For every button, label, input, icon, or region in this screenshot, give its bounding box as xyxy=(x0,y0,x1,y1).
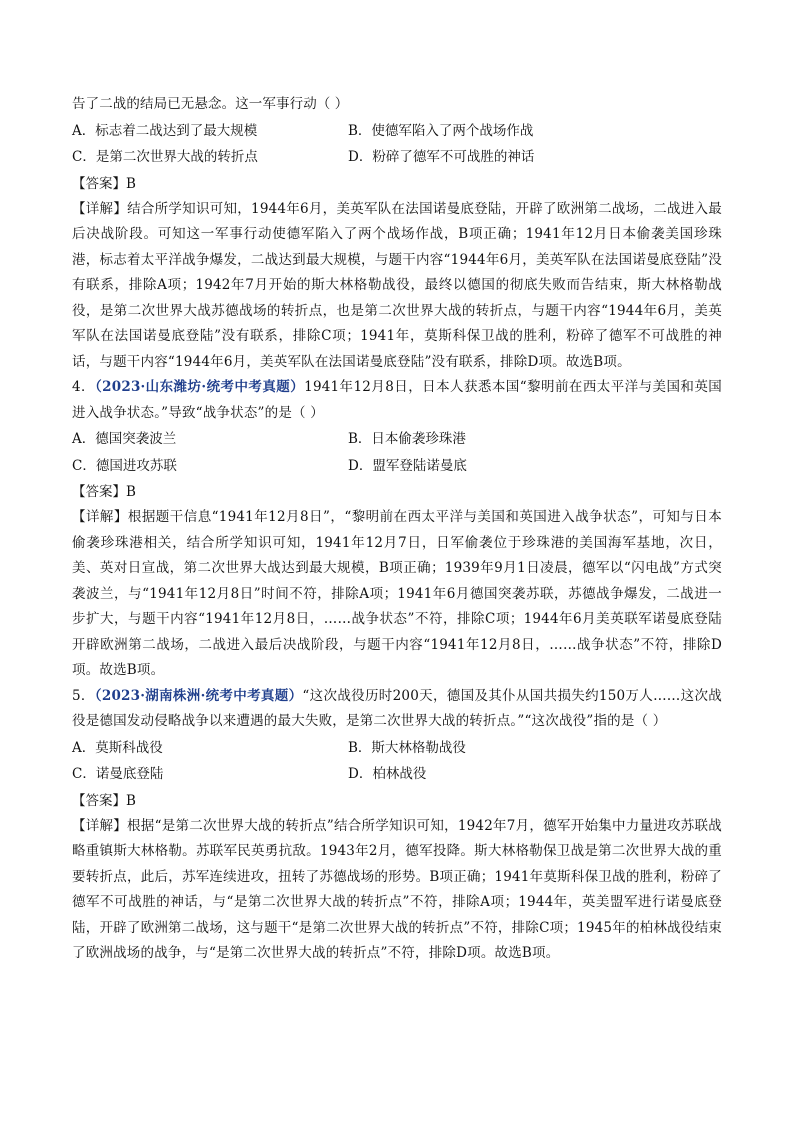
q5-options-row-2 xyxy=(72,761,722,788)
q3-option-a: A．标志着二战达到了最大规模 xyxy=(72,122,258,139)
q4-option-a: A．德国突袭波兰 xyxy=(72,431,177,447)
q3-option-c: C．是第二次世界大战的转折点 xyxy=(72,149,258,165)
q3-option-d: D．粉碎了德军不可战胜的神话 xyxy=(348,149,535,165)
q3-detail xyxy=(72,197,722,376)
q3-stem: 告了二战的结局已无悬念。这一军事行动（ ） xyxy=(72,96,349,112)
q4-option-b: B．日本偷袭珍珠港 xyxy=(348,431,466,447)
q5-answer: 【答案】B xyxy=(72,792,136,809)
q4-stem-text: 1941年12月8日，日本人获悉本国“黎明前在西太平洋与美国和英国进入战争状态。”导致“战争状态”的是（ ） xyxy=(72,379,722,421)
q5-source: （2023·湖南株洲·统考中考真题） xyxy=(94,687,303,704)
q4-detail xyxy=(72,505,722,684)
q4-number: 4． xyxy=(72,379,95,395)
q3-answer: 【答案】B xyxy=(72,175,136,192)
q3-options-row-2 xyxy=(72,144,722,171)
q5-option-d: D．柏林战役 xyxy=(348,766,427,782)
q4-option-c: C．德国进攻苏联 xyxy=(72,457,177,474)
q5-stem xyxy=(72,684,722,735)
document-page xyxy=(72,92,722,967)
q5-detail xyxy=(72,814,722,967)
q4-stem xyxy=(72,375,722,426)
q5-option-c: C．诺曼底登陆 xyxy=(72,766,164,782)
q4-options-row-1 xyxy=(72,426,722,453)
q3-options-row-1 xyxy=(72,118,722,145)
q5-options-row-1 xyxy=(72,735,722,762)
q3-detail-label: 【详解】 xyxy=(72,200,128,217)
q3-option-b: B．使德军陷入了两个战场作战 xyxy=(348,122,534,139)
q5-option-b: B．斯大林格勒战役 xyxy=(348,739,466,756)
q5-stem-text: “这次战役历时200天，德国及其仆从国共损失约150万人……这次战役是德国发动侵略战争以来遭遇的最大失败，是第二次世界大战的转折点。”“这次战役”指的是（ ） xyxy=(72,687,722,729)
q3-detail-text: 结合所学知识可知，1944年6月，美英军队在法国诺曼底登陆，开辟了欧洲第二战场，二战进入最后决战阶段。可知这一军事行动使德军陷入了两个战场作战，B项正确；1941年12月日本偷袭美国珍珠港，标志着太平洋战争爆发，二战达到最大规模，与题干内容“1944年6月，美英军队在法国诺曼底登陆”没有联系，排除A项；1942年7月开始的斯大林格勒战役，最终以德国的彻底失败而告结束，斯大林格勒战役，是第二次世界大战苏德战场的转折点，也是第二次世界大战的转折点，与题干内容“1944年6月，美英军队在法国诺曼底登陆”没有联系，排除C项；1941年，莫斯科保卫战的胜利，粉碎了德军不可战胜的神话，与题干内容“1944年6月，美英军队在法国诺曼底登陆”没有联系，排除D项。故选B项。 xyxy=(72,200,722,370)
q5-detail-label: 【详解】 xyxy=(72,817,128,834)
q4-source: （2023·山东潍坊·统考中考真题） xyxy=(94,379,305,395)
q5-detail-text: 根据“是第二次世界大战的转折点”结合所学知识可知，1942年7月，德军开始集中力量进攻苏联战略重镇斯大林格勒。苏联军民英勇抗敌。1943年2月，德军投降。斯大林格勒保卫战是第二次世界大战的重要转折点，此后，苏军连续进攻，扭转了苏德战场的形势。B项正确；1941年莫斯科保卫战的胜利，粉碎了德军不可战胜的神话，与“是第二次世界大战的转折点”不符，排除A项；1944年，英美盟军进行诺曼底登陆，开辟了欧洲第二战场，这与题干“是第二次世界大战的转折点”不符，排除C项；1945年的柏林战役结束了欧洲战场的战争，与“是第二次世界大战的转折点”不符，排除D项。故选B项。 xyxy=(72,817,722,961)
q4-answer: 【答案】B xyxy=(72,484,136,500)
q4-options-row-2 xyxy=(72,453,722,480)
q4-detail-text: 根据题干信息“1941年12月8日”，“黎明前在西太平洋与美国和英国进入战争状态”，可知与日本偷袭珍珠港相关，结合所学知识可知，1941年12月7日，日军偷袭位于珍珠港的美国海军基地，次日，美、英对日宣战，第二次世界大战达到最大规模，B项正确；1939年9月1日凌晨，德军以“闪电战”方式突袭波兰，与“1941年12月8日”时间不符，排除A项；1941年6月德国突袭苏联，苏德战争爆发，二战进一步扩大，与题干内容“1941年12月8日，……战争状态”不符，排除C项；1944年6月美英联军诺曼底登陆开辟欧洲第二战场，二战进入最后决战阶段，与题干内容“1941年12月8日，……战争状态”不符，排除D项。故选B项。 xyxy=(72,509,722,678)
q4-detail-label: 【详解】 xyxy=(72,509,128,525)
q4-option-d: D．盟军登陆诺曼底 xyxy=(348,457,467,474)
q5-option-a: A．莫斯科战役 xyxy=(72,739,163,756)
q5-number: 5． xyxy=(72,687,95,704)
